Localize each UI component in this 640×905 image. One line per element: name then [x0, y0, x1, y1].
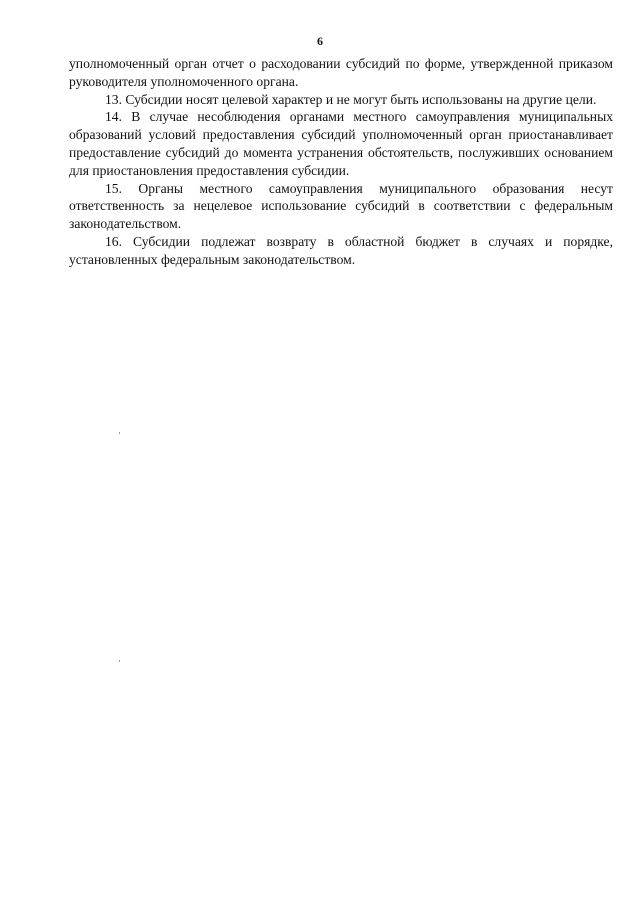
page-number: 6: [317, 34, 323, 48]
paragraph-16: 16. Субсидии подлежат возврату в областной бюджет в случаях и порядке, установленных федеральным законодательством.: [69, 233, 613, 267]
paragraph-continuation: уполномоченный орган отчет о расходовании субсидий по форме, утвержденной приказом руководителя уполномоченного органа.: [69, 56, 613, 89]
document-body: [69, 55, 613, 269]
paragraph-15: 15. Органы местного самоуправления муниципального образования несут ответственность за нецелевое использование субсидий в соответствии с федеральным законодательством.: [69, 180, 613, 232]
scan-speck: [119, 660, 120, 662]
paragraph-13: 13. Субсидии носят целевой характер и не могут быть использованы на другие цели.: [105, 91, 597, 107]
scan-speck: [119, 432, 120, 434]
paragraph-14: 14. В случае несоблюдения органами местного самоуправления муниципальных образований условий предоставления субсидий уполномоченный орган приостанавливает предоставление субсидий до момента устранения обстоятельств, послуживших основанием для приостановления предоставления субсидии.: [69, 109, 613, 178]
